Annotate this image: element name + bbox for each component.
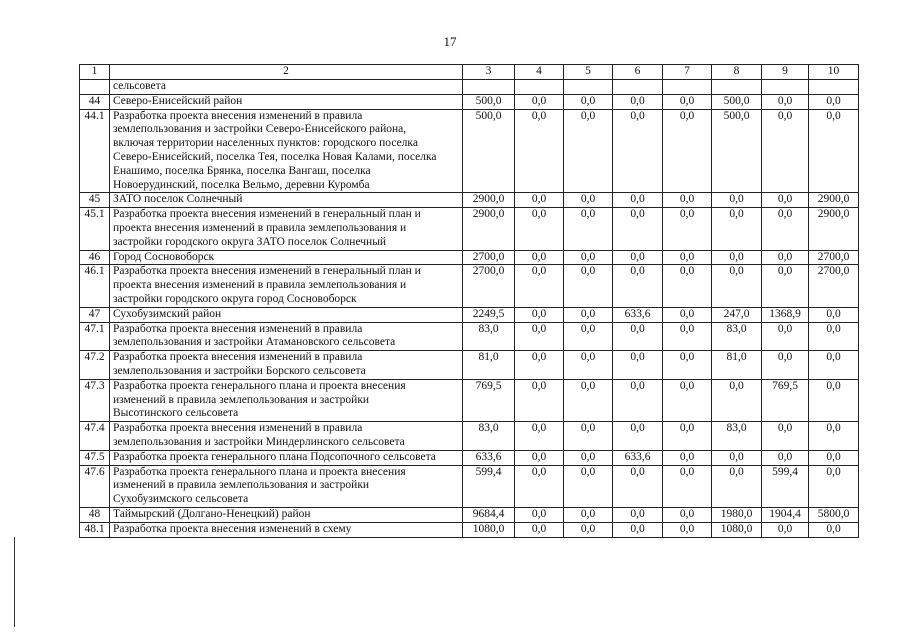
- description-line: Разработка проекта генерального плана и проекта внесения: [113, 465, 406, 478]
- column-header: 2: [110, 65, 463, 80]
- value-cell: 0,0: [515, 522, 564, 537]
- table-row: [80, 208, 859, 250]
- value-cell: 0,0: [762, 522, 809, 537]
- value-cell: 0,0: [613, 250, 663, 265]
- value-cell: 5800,0: [809, 507, 859, 522]
- value-cell: 0,0: [809, 351, 859, 380]
- row-description: [110, 208, 463, 250]
- row-description: [110, 507, 463, 522]
- value-cell: 0,0: [564, 193, 613, 208]
- value-cell: 0,0: [515, 94, 564, 109]
- value-cell: 83,0: [712, 422, 762, 451]
- row-number: 47.4: [80, 422, 110, 451]
- row-description: [110, 450, 463, 465]
- value-cell: 0,0: [663, 250, 712, 265]
- description-line: Разработка проекта внесения изменений в правила: [113, 109, 363, 122]
- value-cell: 0,0: [663, 465, 712, 507]
- value-cell: 0,0: [809, 450, 859, 465]
- value-cell: 599,4: [463, 465, 515, 507]
- value-cell: 0,0: [515, 322, 564, 351]
- value-cell: 0,0: [564, 307, 613, 322]
- row-number: 45.1: [80, 208, 110, 250]
- value-cell: 81,0: [712, 351, 762, 380]
- value-cell: 0,0: [663, 450, 712, 465]
- value-cell: 2700,0: [463, 265, 515, 307]
- value-cell: 0,0: [809, 465, 859, 507]
- table-row: [80, 422, 859, 451]
- description-line: землепользования и застройки Атамановского сельсовета: [113, 336, 396, 349]
- value-cell: 83,0: [463, 322, 515, 351]
- value-cell: 0,0: [712, 265, 762, 307]
- value-cell: 0,0: [613, 465, 663, 507]
- table-row: [80, 94, 859, 109]
- value-cell: [613, 80, 663, 95]
- table-row: [80, 307, 859, 322]
- table-header-row: [80, 65, 859, 80]
- value-cell: 633,6: [463, 450, 515, 465]
- value-cell: 0,0: [564, 322, 613, 351]
- table-row: [80, 450, 859, 465]
- value-cell: 0,0: [663, 109, 712, 193]
- value-cell: 0,0: [663, 208, 712, 250]
- description-line: землепользования и застройки Миндерлинского сельсовета: [113, 435, 405, 448]
- value-cell: 2700,0: [809, 265, 859, 307]
- value-cell: 0,0: [809, 422, 859, 451]
- value-cell: 0,0: [515, 250, 564, 265]
- value-cell: 0,0: [663, 193, 712, 208]
- value-cell: 0,0: [613, 109, 663, 193]
- value-cell: 2900,0: [809, 193, 859, 208]
- row-description: [110, 250, 463, 265]
- description-line: застройки городского округа ЗАТО поселок Солнечный: [113, 235, 387, 248]
- value-cell: [515, 80, 564, 95]
- description-line: сельсовета: [113, 80, 166, 92]
- value-cell: 0,0: [515, 307, 564, 322]
- table-row: [80, 322, 859, 351]
- description-line: Северо-Енисейский район: [113, 94, 243, 107]
- value-cell: 0,0: [762, 109, 809, 193]
- value-cell: 0,0: [762, 208, 809, 250]
- description-line: проекта внесения изменений в правила землепользования и: [113, 279, 407, 292]
- column-header: 6: [613, 65, 663, 80]
- value-cell: 1904,4: [762, 507, 809, 522]
- table-row: [80, 522, 859, 537]
- value-cell: 0,0: [762, 94, 809, 109]
- row-number: 44: [80, 94, 110, 109]
- description-line: Разработка проекта генерального плана Подсопочного сельсовета: [113, 450, 436, 463]
- value-cell: 0,0: [613, 379, 663, 421]
- row-number: 47.6: [80, 465, 110, 507]
- column-header: 7: [663, 65, 712, 80]
- description-line: застройки городского округа город Сосновоборск: [113, 292, 357, 305]
- description-line: Город Сосновоборск: [113, 250, 215, 263]
- value-cell: 500,0: [712, 109, 762, 193]
- value-cell: 1080,0: [712, 522, 762, 537]
- row-number: [80, 80, 110, 95]
- value-cell: 0,0: [564, 265, 613, 307]
- table-row: [80, 351, 859, 380]
- value-cell: 0,0: [564, 465, 613, 507]
- value-cell: 769,5: [463, 379, 515, 421]
- value-cell: 2900,0: [463, 193, 515, 208]
- value-cell: 2700,0: [463, 250, 515, 265]
- value-cell: 0,0: [515, 379, 564, 421]
- value-cell: 500,0: [463, 94, 515, 109]
- description-line: Разработка проекта внесения изменений в схему: [113, 522, 352, 535]
- value-cell: 0,0: [564, 507, 613, 522]
- value-cell: 0,0: [564, 208, 613, 250]
- value-cell: 0,0: [712, 379, 762, 421]
- value-cell: 247,0: [712, 307, 762, 322]
- value-cell: 0,0: [762, 322, 809, 351]
- row-number: 46: [80, 250, 110, 265]
- value-cell: 0,0: [613, 422, 663, 451]
- row-description: [110, 94, 463, 109]
- row-description: [110, 351, 463, 380]
- page-number: 17: [443, 34, 457, 49]
- description-line: Новоерудинский, поселка Вельмо, деревни Куромба: [113, 178, 370, 191]
- table-row: [80, 507, 859, 522]
- description-line: землепользования и застройки Борского сельсовета: [113, 364, 366, 377]
- value-cell: 2900,0: [463, 208, 515, 250]
- value-cell: 769,5: [762, 379, 809, 421]
- value-cell: 83,0: [463, 422, 515, 451]
- value-cell: 0,0: [564, 522, 613, 537]
- value-cell: 0,0: [564, 379, 613, 421]
- description-line: Разработка проекта внесения изменений в генеральный план и: [113, 208, 421, 221]
- value-cell: 0,0: [663, 307, 712, 322]
- value-cell: 0,0: [762, 250, 809, 265]
- value-cell: 500,0: [712, 94, 762, 109]
- value-cell: [809, 80, 859, 95]
- description-line: Енашимо, поселка Брянка, поселка Вангаш, поселка: [113, 164, 371, 177]
- description-line: Разработка проекта внесения изменений в правила: [113, 422, 363, 435]
- value-cell: 1368,9: [762, 307, 809, 322]
- description-line: ЗАТО поселок Солнечный: [113, 193, 243, 206]
- value-cell: 0,0: [515, 109, 564, 193]
- value-cell: 0,0: [809, 94, 859, 109]
- value-cell: [564, 80, 613, 95]
- value-cell: 0,0: [712, 450, 762, 465]
- value-cell: 0,0: [663, 94, 712, 109]
- value-cell: 0,0: [663, 507, 712, 522]
- column-header: 10: [809, 65, 859, 80]
- value-cell: 0,0: [515, 450, 564, 465]
- row-number: 46.1: [80, 265, 110, 307]
- value-cell: 2900,0: [809, 208, 859, 250]
- value-cell: 0,0: [663, 422, 712, 451]
- row-description: [110, 379, 463, 421]
- value-cell: 9684,4: [463, 507, 515, 522]
- value-cell: 0,0: [564, 422, 613, 451]
- value-cell: 0,0: [613, 507, 663, 522]
- value-cell: 0,0: [564, 351, 613, 380]
- table-row: [80, 80, 859, 95]
- row-description: [110, 109, 463, 193]
- margin-line: [14, 537, 15, 627]
- description-line: Разработка проекта внесения изменений в правила: [113, 322, 363, 335]
- row-description: [110, 465, 463, 507]
- value-cell: 0,0: [809, 322, 859, 351]
- table-row: [80, 109, 859, 193]
- value-cell: 0,0: [515, 265, 564, 307]
- value-cell: 0,0: [613, 522, 663, 537]
- value-cell: 0,0: [613, 351, 663, 380]
- row-description: [110, 422, 463, 451]
- description-line: Разработка проекта внесения изменений в генеральный план и: [113, 265, 421, 278]
- description-line: изменений в правила землепользования и застройки: [113, 479, 370, 492]
- description-line: Разработка проекта генерального плана и проекта внесения: [113, 379, 406, 392]
- value-cell: [762, 80, 809, 95]
- row-number: 47: [80, 307, 110, 322]
- value-cell: 0,0: [762, 450, 809, 465]
- value-cell: 0,0: [564, 94, 613, 109]
- description-line: изменений в правила землепользования и застройки: [113, 393, 370, 406]
- description-line: Северо-Енисейский, поселка Тея, поселка Новая Калами, поселка: [113, 150, 437, 163]
- value-cell: 0,0: [663, 322, 712, 351]
- value-cell: 0,0: [515, 422, 564, 451]
- value-cell: 0,0: [663, 379, 712, 421]
- table-body: [80, 80, 859, 538]
- value-cell: 0,0: [564, 450, 613, 465]
- row-description: [110, 307, 463, 322]
- value-cell: 0,0: [613, 322, 663, 351]
- value-cell: 0,0: [809, 522, 859, 537]
- value-cell: 2249,5: [463, 307, 515, 322]
- budget-table: [79, 64, 859, 538]
- value-cell: [463, 80, 515, 95]
- row-description: [110, 80, 463, 95]
- value-cell: 0,0: [613, 94, 663, 109]
- row-number: 47.5: [80, 450, 110, 465]
- row-description: [110, 322, 463, 351]
- row-description: [110, 193, 463, 208]
- column-header: 9: [762, 65, 809, 80]
- value-cell: 1980,0: [712, 507, 762, 522]
- value-cell: 0,0: [712, 193, 762, 208]
- value-cell: 0,0: [762, 265, 809, 307]
- value-cell: 0,0: [712, 250, 762, 265]
- column-header: 3: [463, 65, 515, 80]
- value-cell: 0,0: [663, 265, 712, 307]
- value-cell: 0,0: [515, 351, 564, 380]
- table-row: [80, 265, 859, 307]
- description-line: проекта внесения изменений в правила землепользования и: [113, 221, 407, 234]
- row-number: 45: [80, 193, 110, 208]
- description-line: Сухобузимский район: [113, 307, 222, 320]
- value-cell: 0,0: [515, 208, 564, 250]
- description-line: Таймырский (Долгано-Ненецкий) район: [113, 507, 311, 520]
- value-cell: 0,0: [613, 265, 663, 307]
- description-line: включая территории населенных пунктов: городского поселка: [113, 137, 418, 150]
- value-cell: 0,0: [515, 507, 564, 522]
- column-header: 1: [80, 65, 110, 80]
- value-cell: 0,0: [809, 109, 859, 193]
- value-cell: 0,0: [762, 422, 809, 451]
- table-row: [80, 250, 859, 265]
- value-cell: 0,0: [762, 351, 809, 380]
- value-cell: 500,0: [463, 109, 515, 193]
- value-cell: 0,0: [564, 109, 613, 193]
- value-cell: 0,0: [809, 379, 859, 421]
- value-cell: 0,0: [515, 465, 564, 507]
- table-row: [80, 379, 859, 421]
- value-cell: 599,4: [762, 465, 809, 507]
- description-line: Сухобузимского сельсовета: [113, 493, 249, 506]
- value-cell: 0,0: [613, 208, 663, 250]
- value-cell: 0,0: [712, 208, 762, 250]
- value-cell: [663, 80, 712, 95]
- description-line: землепользования и застройки Северо-Енисейского района,: [113, 123, 407, 136]
- column-header: 8: [712, 65, 762, 80]
- value-cell: 81,0: [463, 351, 515, 380]
- row-number: 44.1: [80, 109, 110, 193]
- row-number: 48: [80, 507, 110, 522]
- row-number: 47.1: [80, 322, 110, 351]
- description-line: Высотинского сельсовета: [113, 407, 239, 420]
- value-cell: 0,0: [712, 465, 762, 507]
- row-description: [110, 522, 463, 537]
- value-cell: 0,0: [515, 193, 564, 208]
- value-cell: 0,0: [663, 351, 712, 380]
- value-cell: 0,0: [564, 250, 613, 265]
- value-cell: [712, 80, 762, 95]
- value-cell: 83,0: [712, 322, 762, 351]
- value-cell: 1080,0: [463, 522, 515, 537]
- value-cell: 0,0: [762, 193, 809, 208]
- row-number: 47.2: [80, 351, 110, 380]
- value-cell: 0,0: [663, 522, 712, 537]
- value-cell: 2700,0: [809, 250, 859, 265]
- value-cell: 0,0: [613, 193, 663, 208]
- row-description: [110, 265, 463, 307]
- column-header: 4: [515, 65, 564, 80]
- table-row: [80, 465, 859, 507]
- table-row: [80, 193, 859, 208]
- description-line: Разработка проекта внесения изменений в правила: [113, 351, 363, 364]
- value-cell: 0,0: [809, 307, 859, 322]
- value-cell: 633,6: [613, 307, 663, 322]
- value-cell: 633,6: [613, 450, 663, 465]
- row-number: 47.3: [80, 379, 110, 421]
- row-number: 48.1: [80, 522, 110, 537]
- column-header: 5: [564, 65, 613, 80]
